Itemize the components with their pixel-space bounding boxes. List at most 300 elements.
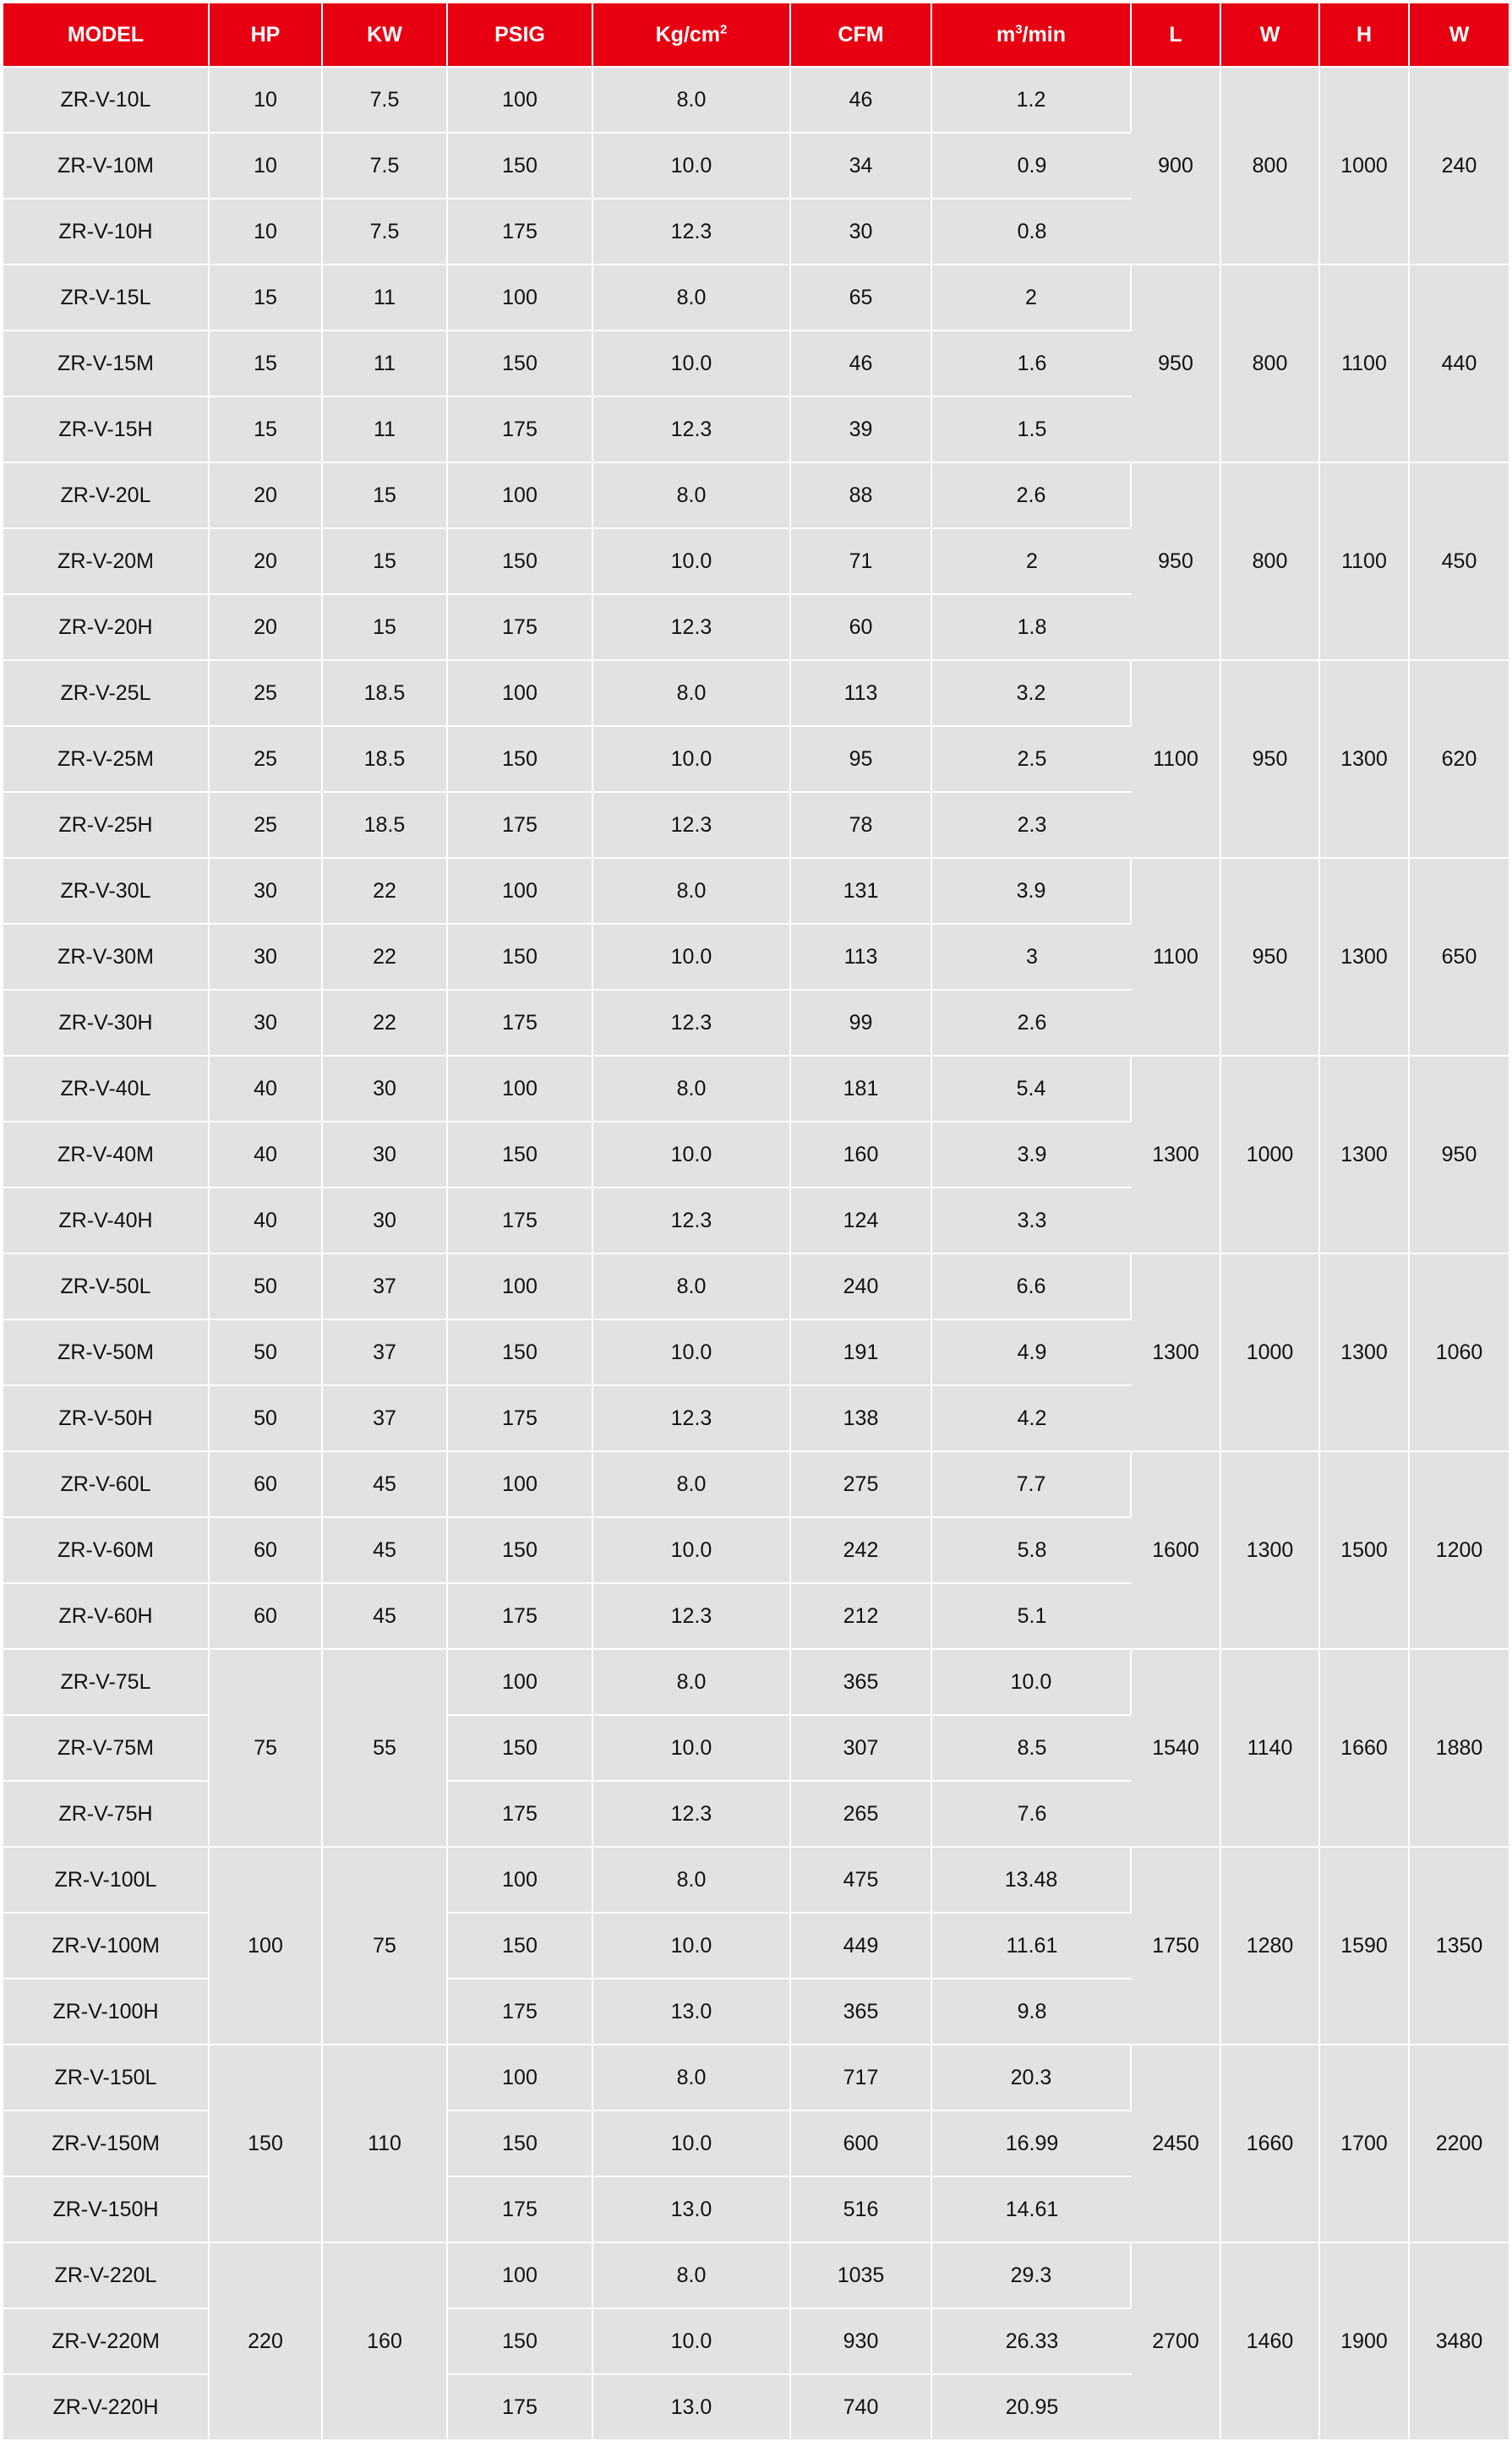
cell-m3min: 20.3 xyxy=(932,2045,1132,2111)
cell-kw: 11 xyxy=(323,397,448,463)
cell-psig: 100 xyxy=(448,2045,593,2111)
cell-width: 950 xyxy=(1221,661,1320,859)
table-row xyxy=(3,265,1509,331)
cell-model: ZR-V-75M xyxy=(3,1716,210,1782)
cell-kw: 45 xyxy=(323,1518,448,1584)
cell-weight: 950 xyxy=(1410,1057,1509,1254)
cell-width: 1300 xyxy=(1221,1452,1320,1650)
cell-width: 950 xyxy=(1221,859,1320,1057)
cell-model: ZR-V-60M xyxy=(3,1518,210,1584)
cell-kgcm: 12.3 xyxy=(593,199,791,265)
cell-length: 2450 xyxy=(1132,2045,1221,2243)
cell-cfm: 124 xyxy=(791,1188,932,1254)
table-row xyxy=(3,859,1509,925)
cell-hp: 50 xyxy=(210,1254,323,1320)
cell-length: 1100 xyxy=(1132,859,1221,1057)
cell-model: ZR-V-30L xyxy=(3,859,210,925)
cell-m3min: 2.6 xyxy=(932,991,1132,1057)
cell-psig: 175 xyxy=(448,1980,593,2045)
cell-hp: 50 xyxy=(210,1320,323,1386)
cell-m3min: 5.1 xyxy=(932,1584,1132,1650)
cell-hp: 40 xyxy=(210,1122,323,1188)
cell-kgcm: 8.0 xyxy=(593,2243,791,2309)
table-row xyxy=(3,1057,1509,1122)
cell-weight: 1200 xyxy=(1410,1452,1509,1650)
cell-psig: 150 xyxy=(448,1320,593,1386)
cell-m3min: 2.5 xyxy=(932,727,1132,793)
cell-kgcm: 8.0 xyxy=(593,661,791,727)
cell-m3min: 20.95 xyxy=(932,2375,1132,2441)
header-kgcm-base: Kg/cm xyxy=(655,22,721,46)
cell-m3min: 11.61 xyxy=(932,1914,1132,1980)
cell-kgcm: 10.0 xyxy=(593,727,791,793)
cell-kgcm: 8.0 xyxy=(593,1057,791,1122)
table-row xyxy=(3,2045,1509,2111)
cell-height: 1900 xyxy=(1320,2243,1410,2441)
cell-hp: 10 xyxy=(210,134,323,199)
header-m3min-tail: /min xyxy=(1022,22,1066,46)
cell-model: ZR-V-220M xyxy=(3,2309,210,2375)
cell-model: ZR-V-25H xyxy=(3,793,210,859)
cell-psig: 175 xyxy=(448,397,593,463)
cell-cfm: 240 xyxy=(791,1254,932,1320)
table-row xyxy=(3,1650,1509,1716)
cell-length: 1300 xyxy=(1132,1254,1221,1452)
cell-cfm: 113 xyxy=(791,661,932,727)
cell-kw: 15 xyxy=(323,529,448,595)
cell-m3min: 3.9 xyxy=(932,859,1132,925)
cell-model: ZR-V-100M xyxy=(3,1914,210,1980)
cell-m3min: 5.8 xyxy=(932,1518,1132,1584)
cell-hp: 15 xyxy=(210,265,323,331)
header-kw: KW xyxy=(323,3,448,68)
cell-m3min: 16.99 xyxy=(932,2111,1132,2177)
cell-kw: 11 xyxy=(323,331,448,397)
cell-psig: 100 xyxy=(448,1057,593,1122)
cell-height: 1590 xyxy=(1320,1848,1410,2045)
cell-model: ZR-V-150L xyxy=(3,2045,210,2111)
cell-m3min: 3.9 xyxy=(932,1122,1132,1188)
cell-kgcm: 12.3 xyxy=(593,1386,791,1452)
cell-kgcm: 12.3 xyxy=(593,1782,791,1848)
cell-m3min: 6.6 xyxy=(932,1254,1132,1320)
cell-height: 1500 xyxy=(1320,1452,1410,1650)
cell-cfm: 95 xyxy=(791,727,932,793)
header-m3min-sup: 3 xyxy=(1015,22,1023,37)
cell-m3min: 0.8 xyxy=(932,199,1132,265)
cell-psig: 150 xyxy=(448,331,593,397)
cell-width: 1140 xyxy=(1221,1650,1320,1848)
header-m3min xyxy=(932,3,1132,68)
cell-cfm: 365 xyxy=(791,1980,932,2045)
cell-m3min: 2.3 xyxy=(932,793,1132,859)
cell-m3min: 1.2 xyxy=(932,68,1132,134)
cell-width: 1460 xyxy=(1221,2243,1320,2441)
header-psig: PSIG xyxy=(448,3,593,68)
cell-model: ZR-V-30M xyxy=(3,925,210,991)
cell-m3min: 1.6 xyxy=(932,331,1132,397)
table-row xyxy=(3,661,1509,727)
cell-m3min: 4.9 xyxy=(932,1320,1132,1386)
cell-m3min: 2 xyxy=(932,529,1132,595)
cell-kw: 18.5 xyxy=(323,793,448,859)
cell-hp: 30 xyxy=(210,925,323,991)
cell-psig: 175 xyxy=(448,2177,593,2243)
cell-model: ZR-V-220H xyxy=(3,2375,210,2441)
cell-model: ZR-V-50H xyxy=(3,1386,210,1452)
cell-psig: 150 xyxy=(448,1716,593,1782)
cell-height: 1700 xyxy=(1320,2045,1410,2243)
cell-m3min: 29.3 xyxy=(932,2243,1132,2309)
cell-kgcm: 10.0 xyxy=(593,1518,791,1584)
header-width: W xyxy=(1221,3,1320,68)
cell-m3min: 14.61 xyxy=(932,2177,1132,2243)
cell-width: 1280 xyxy=(1221,1848,1320,2045)
cell-width: 800 xyxy=(1221,265,1320,463)
cell-model: ZR-V-10H xyxy=(3,199,210,265)
cell-hp: 20 xyxy=(210,595,323,661)
cell-kgcm: 8.0 xyxy=(593,68,791,134)
cell-model: ZR-V-40H xyxy=(3,1188,210,1254)
cell-kgcm: 10.0 xyxy=(593,1122,791,1188)
cell-hp: 25 xyxy=(210,661,323,727)
cell-weight: 2200 xyxy=(1410,2045,1509,2243)
cell-model: ZR-V-75L xyxy=(3,1650,210,1716)
cell-cfm: 78 xyxy=(791,793,932,859)
cell-hp: 150 xyxy=(210,2045,323,2243)
cell-cfm: 265 xyxy=(791,1782,932,1848)
cell-psig: 100 xyxy=(448,1452,593,1518)
cell-psig: 100 xyxy=(448,68,593,134)
cell-psig: 175 xyxy=(448,1188,593,1254)
cell-m3min: 9.8 xyxy=(932,1980,1132,2045)
cell-kw: 22 xyxy=(323,925,448,991)
cell-psig: 100 xyxy=(448,859,593,925)
cell-cfm: 365 xyxy=(791,1650,932,1716)
cell-psig: 175 xyxy=(448,991,593,1057)
cell-m3min: 26.33 xyxy=(932,2309,1132,2375)
cell-cfm: 475 xyxy=(791,1848,932,1914)
cell-cfm: 39 xyxy=(791,397,932,463)
cell-psig: 150 xyxy=(448,727,593,793)
table-row xyxy=(3,1848,1509,1914)
cell-cfm: 60 xyxy=(791,595,932,661)
cell-kgcm: 10.0 xyxy=(593,331,791,397)
cell-cfm: 1035 xyxy=(791,2243,932,2309)
cell-cfm: 138 xyxy=(791,1386,932,1452)
cell-psig: 150 xyxy=(448,134,593,199)
cell-cfm: 181 xyxy=(791,1057,932,1122)
cell-hp: 30 xyxy=(210,859,323,925)
cell-model: ZR-V-40L xyxy=(3,1057,210,1122)
cell-length: 1100 xyxy=(1132,661,1221,859)
cell-hp: 100 xyxy=(210,1848,323,2045)
cell-kgcm: 10.0 xyxy=(593,1716,791,1782)
cell-m3min: 3.3 xyxy=(932,1188,1132,1254)
cell-kgcm: 13.0 xyxy=(593,2375,791,2441)
header-hp: HP xyxy=(210,3,323,68)
cell-height: 1300 xyxy=(1320,859,1410,1057)
cell-kgcm: 10.0 xyxy=(593,2111,791,2177)
cell-width: 1660 xyxy=(1221,2045,1320,2243)
cell-kgcm: 12.3 xyxy=(593,1188,791,1254)
table-header xyxy=(3,3,1509,68)
cell-kgcm: 12.3 xyxy=(593,397,791,463)
cell-cfm: 242 xyxy=(791,1518,932,1584)
cell-m3min: 4.2 xyxy=(932,1386,1132,1452)
cell-psig: 175 xyxy=(448,595,593,661)
cell-height: 1300 xyxy=(1320,661,1410,859)
cell-psig: 100 xyxy=(448,463,593,529)
cell-hp: 20 xyxy=(210,463,323,529)
cell-cfm: 307 xyxy=(791,1716,932,1782)
cell-kw: 30 xyxy=(323,1122,448,1188)
cell-psig: 150 xyxy=(448,2111,593,2177)
cell-m3min: 8.5 xyxy=(932,1716,1132,1782)
cell-kw: 37 xyxy=(323,1254,448,1320)
cell-cfm: 516 xyxy=(791,2177,932,2243)
cell-kw: 22 xyxy=(323,859,448,925)
cell-model: ZR-V-20M xyxy=(3,529,210,595)
cell-kgcm: 10.0 xyxy=(593,1914,791,1980)
cell-hp: 75 xyxy=(210,1650,323,1848)
cell-m3min: 1.5 xyxy=(932,397,1132,463)
cell-kw: 30 xyxy=(323,1057,448,1122)
cell-hp: 60 xyxy=(210,1452,323,1518)
cell-m3min: 13.48 xyxy=(932,1848,1132,1914)
cell-kgcm: 10.0 xyxy=(593,134,791,199)
cell-width: 800 xyxy=(1221,68,1320,265)
cell-model: ZR-V-20H xyxy=(3,595,210,661)
cell-kw: 45 xyxy=(323,1452,448,1518)
cell-psig: 150 xyxy=(448,1914,593,1980)
cell-kgcm: 12.3 xyxy=(593,595,791,661)
cell-hp: 60 xyxy=(210,1518,323,1584)
table-body xyxy=(3,68,1509,2441)
header-row xyxy=(3,3,1509,68)
cell-kgcm: 12.3 xyxy=(593,793,791,859)
cell-weight: 650 xyxy=(1410,859,1509,1057)
cell-hp: 20 xyxy=(210,529,323,595)
cell-kgcm: 8.0 xyxy=(593,1254,791,1320)
cell-length: 2700 xyxy=(1132,2243,1221,2441)
cell-cfm: 191 xyxy=(791,1320,932,1386)
cell-psig: 175 xyxy=(448,2375,593,2441)
cell-length: 950 xyxy=(1132,463,1221,661)
cell-kw: 15 xyxy=(323,463,448,529)
cell-kgcm: 8.0 xyxy=(593,1650,791,1716)
header-length: L xyxy=(1132,3,1221,68)
cell-psig: 150 xyxy=(448,1518,593,1584)
cell-psig: 175 xyxy=(448,199,593,265)
cell-weight: 1060 xyxy=(1410,1254,1509,1452)
cell-kw: 160 xyxy=(323,2243,448,2441)
cell-cfm: 212 xyxy=(791,1584,932,1650)
cell-m3min: 7.6 xyxy=(932,1782,1132,1848)
cell-hp: 30 xyxy=(210,991,323,1057)
cell-cfm: 131 xyxy=(791,859,932,925)
cell-hp: 15 xyxy=(210,331,323,397)
header-m3min-base: m xyxy=(996,22,1016,46)
cell-kw: 55 xyxy=(323,1650,448,1848)
cell-hp: 40 xyxy=(210,1057,323,1122)
cell-hp: 50 xyxy=(210,1386,323,1452)
cell-cfm: 275 xyxy=(791,1452,932,1518)
cell-kgcm: 8.0 xyxy=(593,1848,791,1914)
cell-kw: 37 xyxy=(323,1386,448,1452)
cell-cfm: 930 xyxy=(791,2309,932,2375)
cell-m3min: 0.9 xyxy=(932,134,1132,199)
cell-weight: 450 xyxy=(1410,463,1509,661)
cell-m3min: 3.2 xyxy=(932,661,1132,727)
cell-m3min: 2.6 xyxy=(932,463,1132,529)
cell-psig: 100 xyxy=(448,2243,593,2309)
cell-hp: 15 xyxy=(210,397,323,463)
table-row xyxy=(3,2243,1509,2309)
cell-hp: 25 xyxy=(210,727,323,793)
cell-model: ZR-V-60L xyxy=(3,1452,210,1518)
cell-hp: 220 xyxy=(210,2243,323,2441)
cell-psig: 175 xyxy=(448,1782,593,1848)
cell-m3min: 1.8 xyxy=(932,595,1132,661)
cell-hp: 40 xyxy=(210,1188,323,1254)
cell-model: ZR-V-50M xyxy=(3,1320,210,1386)
cell-model: ZR-V-220L xyxy=(3,2243,210,2309)
cell-kgcm: 12.3 xyxy=(593,991,791,1057)
cell-psig: 100 xyxy=(448,1254,593,1320)
cell-cfm: 34 xyxy=(791,134,932,199)
cell-height: 1100 xyxy=(1320,463,1410,661)
cell-kw: 30 xyxy=(323,1188,448,1254)
cell-psig: 100 xyxy=(448,1650,593,1716)
cell-weight: 620 xyxy=(1410,661,1509,859)
cell-length: 1540 xyxy=(1132,1650,1221,1848)
table-row xyxy=(3,463,1509,529)
cell-model: ZR-V-50L xyxy=(3,1254,210,1320)
cell-model: ZR-V-30H xyxy=(3,991,210,1057)
cell-kw: 45 xyxy=(323,1584,448,1650)
cell-kw: 7.5 xyxy=(323,134,448,199)
cell-kw: 22 xyxy=(323,991,448,1057)
cell-kw: 7.5 xyxy=(323,199,448,265)
cell-model: ZR-V-25M xyxy=(3,727,210,793)
cell-hp: 25 xyxy=(210,793,323,859)
cell-cfm: 71 xyxy=(791,529,932,595)
cell-kw: 11 xyxy=(323,265,448,331)
cell-psig: 100 xyxy=(448,661,593,727)
cell-kgcm: 8.0 xyxy=(593,859,791,925)
cell-kw: 75 xyxy=(323,1848,448,2045)
cell-psig: 150 xyxy=(448,1122,593,1188)
cell-height: 1300 xyxy=(1320,1254,1410,1452)
cell-model: ZR-V-25L xyxy=(3,661,210,727)
cell-kw: 15 xyxy=(323,595,448,661)
cell-psig: 100 xyxy=(448,265,593,331)
cell-length: 1600 xyxy=(1132,1452,1221,1650)
cell-psig: 175 xyxy=(448,1386,593,1452)
cell-weight: 1880 xyxy=(1410,1650,1509,1848)
cell-cfm: 65 xyxy=(791,265,932,331)
cell-weight: 1350 xyxy=(1410,1848,1509,2045)
cell-hp: 10 xyxy=(210,68,323,134)
header-cfm: CFM xyxy=(791,3,932,68)
table-row xyxy=(3,1254,1509,1320)
cell-kgcm: 10.0 xyxy=(593,529,791,595)
cell-cfm: 740 xyxy=(791,2375,932,2441)
cell-model: ZR-V-100H xyxy=(3,1980,210,2045)
cell-weight: 3480 xyxy=(1410,2243,1509,2441)
header-height: H xyxy=(1320,3,1410,68)
cell-cfm: 113 xyxy=(791,925,932,991)
cell-psig: 150 xyxy=(448,925,593,991)
cell-length: 1750 xyxy=(1132,1848,1221,2045)
cell-model: ZR-V-40M xyxy=(3,1122,210,1188)
cell-m3min: 7.7 xyxy=(932,1452,1132,1518)
cell-length: 1300 xyxy=(1132,1057,1221,1254)
cell-model: ZR-V-15M xyxy=(3,331,210,397)
cell-width: 800 xyxy=(1221,463,1320,661)
cell-psig: 150 xyxy=(448,529,593,595)
cell-kgcm: 8.0 xyxy=(593,2045,791,2111)
header-model: MODEL xyxy=(3,3,210,68)
cell-kgcm: 10.0 xyxy=(593,1320,791,1386)
cell-height: 1300 xyxy=(1320,1057,1410,1254)
cell-kw: 7.5 xyxy=(323,68,448,134)
cell-kgcm: 13.0 xyxy=(593,2177,791,2243)
cell-cfm: 160 xyxy=(791,1122,932,1188)
cell-weight: 240 xyxy=(1410,68,1509,265)
cell-m3min: 10.0 xyxy=(932,1650,1132,1716)
cell-cfm: 46 xyxy=(791,68,932,134)
cell-kw: 18.5 xyxy=(323,661,448,727)
cell-m3min: 2 xyxy=(932,265,1132,331)
cell-model: ZR-V-100L xyxy=(3,1848,210,1914)
cell-model: ZR-V-60H xyxy=(3,1584,210,1650)
cell-model: ZR-V-10L xyxy=(3,68,210,134)
cell-kgcm: 10.0 xyxy=(593,925,791,991)
cell-psig: 175 xyxy=(448,793,593,859)
header-weight: W xyxy=(1410,3,1509,68)
cell-kgcm: 12.3 xyxy=(593,1584,791,1650)
cell-hp: 10 xyxy=(210,199,323,265)
cell-width: 1000 xyxy=(1221,1057,1320,1254)
cell-cfm: 30 xyxy=(791,199,932,265)
cell-length: 900 xyxy=(1132,68,1221,265)
cell-psig: 100 xyxy=(448,1848,593,1914)
cell-cfm: 88 xyxy=(791,463,932,529)
cell-length: 950 xyxy=(1132,265,1221,463)
header-kgcm xyxy=(593,3,791,68)
cell-hp: 60 xyxy=(210,1584,323,1650)
cell-height: 1000 xyxy=(1320,68,1410,265)
cell-kw: 37 xyxy=(323,1320,448,1386)
cell-psig: 150 xyxy=(448,2309,593,2375)
cell-cfm: 717 xyxy=(791,2045,932,2111)
cell-kgcm: 13.0 xyxy=(593,1980,791,2045)
cell-model: ZR-V-150M xyxy=(3,2111,210,2177)
cell-height: 1660 xyxy=(1320,1650,1410,1848)
cell-kgcm: 10.0 xyxy=(593,2309,791,2375)
cell-cfm: 99 xyxy=(791,991,932,1057)
cell-cfm: 46 xyxy=(791,331,932,397)
table-row xyxy=(3,1452,1509,1518)
cell-model: ZR-V-15L xyxy=(3,265,210,331)
cell-m3min: 5.4 xyxy=(932,1057,1132,1122)
cell-model: ZR-V-15H xyxy=(3,397,210,463)
cell-kgcm: 8.0 xyxy=(593,265,791,331)
header-kgcm-sup: 2 xyxy=(720,22,728,37)
cell-kgcm: 8.0 xyxy=(593,463,791,529)
